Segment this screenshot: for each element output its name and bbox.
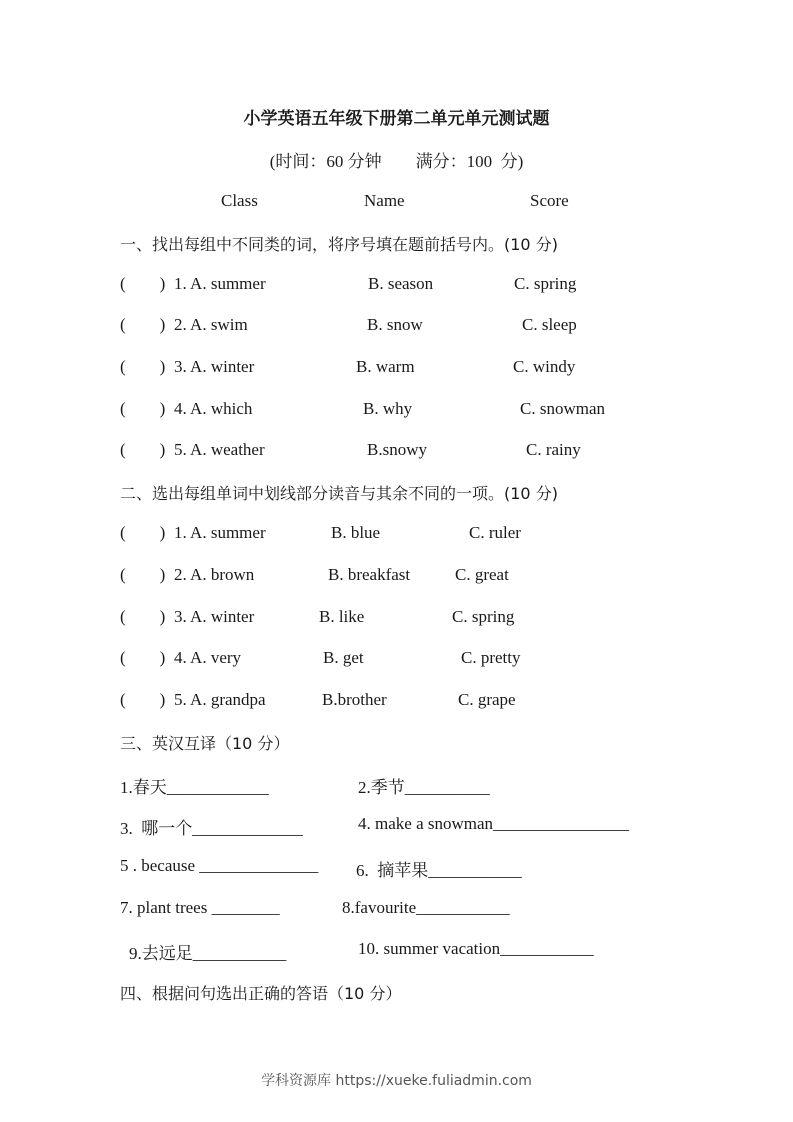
section3-heading: 三、英汉互译（10 分）: [120, 734, 290, 753]
option-a: 3. A. winter: [174, 357, 255, 376]
option-b: B.brother: [322, 690, 387, 709]
answer-paren: ( ): [120, 315, 166, 334]
option-a: 5. A. grandpa: [174, 690, 266, 709]
answer-paren: ( ): [120, 274, 166, 293]
section4-heading: 四、根据问句选出正确的答语（10 分）: [120, 984, 402, 1003]
translation-item: 8.favourite___________: [342, 898, 510, 917]
option-c: C. ruler: [469, 523, 521, 542]
option-a: 1. A. summer: [174, 274, 266, 293]
class-field-label: Class: [221, 191, 258, 210]
answer-paren: ( ): [120, 648, 166, 667]
option-a: 4. A. very: [174, 648, 242, 667]
footer-watermark: 学科资源库 https://xueke.fuliadmin.com: [261, 1073, 532, 1089]
option-c: C. pretty: [461, 648, 521, 667]
option-c: C. great: [455, 565, 509, 584]
translation-item: 1.春天____________: [120, 778, 269, 797]
answer-paren: ( ): [120, 523, 166, 542]
translation-item: 9.去远足___________: [129, 944, 287, 963]
answer-paren: ( ): [120, 357, 166, 376]
option-b: B. like: [319, 607, 365, 626]
answer-paren: ( ): [120, 399, 166, 418]
option-b: B.snowy: [367, 440, 427, 459]
option-b: B. snow: [367, 315, 423, 334]
section2-heading: 二、选出每组单词中划线部分读音与其余不同的一项。(10 分): [120, 484, 558, 503]
score-field-label: Score: [530, 191, 569, 210]
option-b: B. get: [323, 648, 364, 667]
option-c: C. snowman: [520, 399, 605, 418]
answer-paren: ( ): [120, 690, 166, 709]
option-c: C. spring: [514, 274, 577, 293]
translation-item: 10. summer vacation___________: [358, 939, 594, 958]
page-title: 小学英语五年级下册第二单元单元测试题: [243, 109, 550, 129]
answer-paren: ( ): [120, 607, 166, 626]
option-b: B. why: [363, 399, 413, 418]
option-a: 2. A. brown: [174, 565, 255, 584]
option-c: C. grape: [458, 690, 516, 709]
translation-item: 3. 哪一个_____________: [120, 819, 303, 838]
option-a: 5. A. weather: [174, 440, 265, 459]
option-b: B. season: [368, 274, 434, 293]
translation-item: 5 . because ______________: [120, 856, 319, 875]
name-field-label: Name: [364, 191, 405, 210]
option-a: 2. A. swim: [174, 315, 248, 334]
option-a: 1. A. summer: [174, 523, 266, 542]
option-c: C. windy: [513, 357, 576, 376]
option-a: 4. A. which: [174, 399, 253, 418]
answer-paren: ( ): [120, 440, 166, 459]
answer-paren: ( ): [120, 565, 166, 584]
option-c: C. sleep: [522, 315, 577, 334]
option-b: B. blue: [331, 523, 381, 542]
option-c: C. spring: [452, 607, 515, 626]
section1-heading: 一、找出每组中不同类的词，将序号填在题前括号内。(10 分): [120, 235, 558, 254]
time-score-info: (时间：60 分钟 满分：100 分): [269, 152, 524, 171]
translation-item: 2.季节__________: [358, 778, 490, 797]
translation-item: 4. make a snowman________________: [358, 814, 630, 833]
translation-item: 6. 摘苹果___________: [356, 861, 522, 880]
option-a: 3. A. winter: [174, 607, 255, 626]
option-b: B. breakfast: [328, 565, 411, 584]
translation-item: 7. plant trees ________: [120, 898, 280, 917]
option-c: C. rainy: [526, 440, 581, 459]
option-b: B. warm: [356, 357, 415, 376]
